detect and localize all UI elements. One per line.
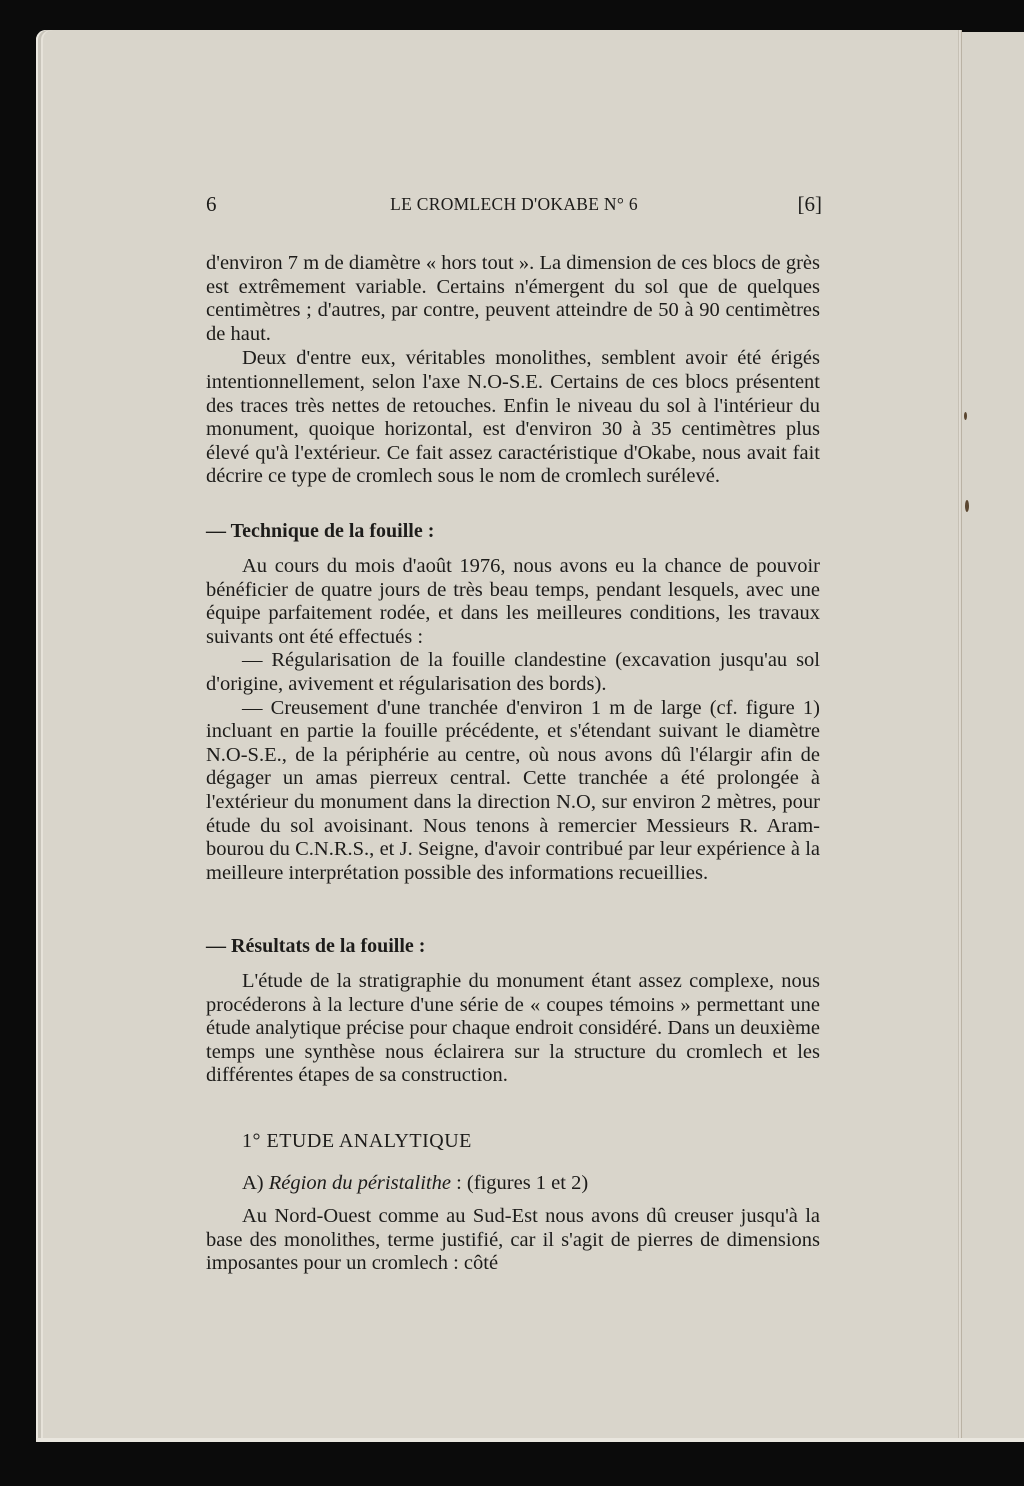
paragraph: Au cours du mois d'août 1976, nous avons eu la chance de pouvoir bénéficier de quatre jours de très beau temps, pendant lesquels, avec une équipe parfaitement rodée, et dans les meilleures conditions, les travaux suivants ont été effectués :: [206, 555, 820, 648]
paragraph: L'étude de la stratigraphie du monument étant assez complexe, nous procéderons à la lecture d'une série de « coupes témoins » permettant une étude analytique précise pour chaque endroit considéré. Dans un deuxième temps une synthèse nous éclairera sur la structure du cromlech et les différentes étapes de sa construction.: [206, 970, 820, 1087]
section-technique: [206, 520, 820, 885]
paper-spot: [964, 412, 967, 420]
running-header: [206, 192, 822, 220]
paragraph: d'environ 7 m de diamètre « hors tout ». La dimension de ces blocs de grès est extrêmement variable. Certains n'émergent du sol que de quelques centimètres ; d'autres, par contre, peuvent atteindre de 50 à 90 centimètres de haut.: [206, 252, 820, 345]
subsection-suffix: : (figures 1 et 2): [456, 1171, 589, 1194]
subsection-title: Région du péristalithe: [268, 1171, 451, 1194]
paper-spot: [965, 500, 969, 512]
subsection-prefix: A): [242, 1171, 264, 1194]
running-title: LE CROMLECH D'OKABE N° 6: [390, 194, 638, 214]
paragraph: Au Nord-Ouest comme au Sud-Est nous avons dû creuser jusqu'à la base des monolithes, terme justifié, car il s'agit de pierres de dimensions imposantes pour un cromlech : côté: [206, 1205, 820, 1275]
book-gutter: [958, 30, 962, 1442]
paragraph: — Creusement d'une tranchée d'environ 1 m de large (cf. figure 1) incluant en partie la fouille précédente, et s'étendant suivant le diamètre N.O-S.E., de la périphérie au centre, où nous avons dû l'élargir afin de dégager un amas pierreux central. Cette tranchée a été prolongée à l'extérieur du monument dans la direction N.O, sur environ 2 mètres, pour étude du sol avoisinant. Nous tenons à remercier Messieurs R. Arambourou du C.N.R.S., et J. Seigne, d'avoir contribué par leur expérience à la meilleure interprétation possible des informations recueillies.: [206, 696, 820, 884]
book-page-right: [960, 32, 1024, 1440]
page-number: 6: [206, 192, 217, 216]
page-edge: [36, 1438, 1024, 1442]
subsection-heading: [206, 1172, 820, 1196]
section-etude-analytique: [206, 1130, 820, 1276]
section-resultats: [206, 935, 820, 1088]
section-heading: — Résultats de la fouille :: [206, 935, 426, 957]
bracket-page-number: [6]: [797, 192, 822, 216]
section-heading: 1° ETUDE ANALYTIQUE: [242, 1130, 472, 1152]
section-heading: — Technique de la fouille :: [206, 520, 435, 542]
paragraph: — Régularisation de la fouille clandestine (excavation jusqu'au sol d'origine, avivement et régularisation des bords).: [206, 649, 820, 695]
paragraph: Deux d'entre eux, véritables monolithes, semblent avoir été érigés intentionnellement, selon l'axe N.O-S.E. Certains de ces blocs présentent des traces très nettes de retouches. Enfin le niveau du sol à l'intérieur du monument, quoique horizontal, est d'environ 30 à 35 centimètres plus élevé qu'à l'extérieur. Ce fait assez caractéristique d'Okabe, nous avait fait décrire ce type de cromlech sous le nom de cromlech surélevé.: [206, 347, 820, 488]
intro-block: [206, 252, 820, 489]
